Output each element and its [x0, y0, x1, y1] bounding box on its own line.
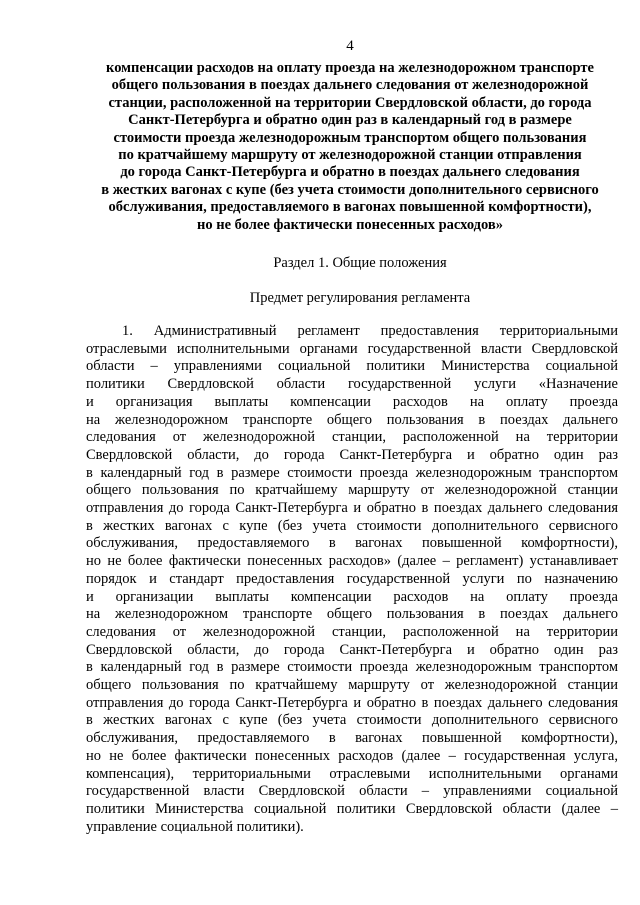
body-line: порядок и стандарт предоставления государственной услуги по назначению: [86, 570, 618, 587]
body-line: обслуживания, предоставляемого в вагонах повышенной комфортности),: [86, 730, 618, 747]
body-line: политики Министерства социальной политики Свердловской области (далее –: [86, 800, 618, 817]
body-line: но не более фактически понесенных расходов (далее – государственная услуга,: [86, 747, 618, 764]
body-line: общего пользования по кратчайшему маршруту от железнодорожной станции: [86, 482, 618, 499]
body-line: политики Свердловской области государственной услуги «Назначение: [86, 376, 618, 393]
document-title: [70, 60, 630, 234]
title-line: но не более фактически понесенных расходов»: [197, 216, 503, 233]
section-heading: Раздел 1. Общие положения: [273, 255, 447, 271]
body-line: следования от железнодорожной станции, расположенной на территории: [86, 623, 618, 640]
body-line: компенсация), территориальными отраслевыми исполнительными органами: [86, 765, 618, 782]
body-line: обслуживания, предоставляемого в вагонах повышенной комфортности),: [86, 535, 618, 552]
body-line: отправления до города Санкт-Петербурга и обратно в поездах дальнего следования: [86, 500, 618, 517]
body-line: в жестких вагонах с купе (без учета стоимости дополнительного сервисного: [86, 517, 618, 534]
title-line: станции, расположенной на территории Свердловской области, до города: [108, 94, 592, 111]
subject-heading: Предмет регулирования регламента: [249, 290, 471, 306]
body-line: и организация выплаты компенсации расходов на оплату проезда: [86, 393, 618, 410]
body-line: области – управлениями социальной политики Министерства социальной: [86, 358, 618, 375]
body-line: на железнодорожном транспорте общего пользования в поездах дальнего: [86, 411, 618, 428]
body-line: Свердловской области, до города Санкт-Петербурга и обратно один раз: [86, 641, 618, 658]
body-line: государственной власти Свердловской области – управлениями социальной: [86, 783, 618, 800]
title-line: обслуживания, предоставляемого в вагонах повышенной комфортности),: [108, 199, 592, 216]
title-line: стоимости проезда железнодорожным транспортом общего пользования: [113, 129, 587, 146]
body-line: отправления до города Санкт-Петербурга и обратно в поездах дальнего следования: [86, 694, 618, 711]
body-line: общего пользования по кратчайшему маршруту от железнодорожной станции: [86, 677, 618, 694]
title-line: по кратчайшему маршруту от железнодорожной станции отправления: [118, 147, 582, 164]
body-line: отраслевыми исполнительными органами государственной власти Свердловской: [86, 340, 618, 357]
title-line: компенсации расходов на оплату проезда на железнодорожном транспорте: [106, 60, 594, 76]
body-line: 1. Административный регламент предоставления территориальными: [122, 323, 618, 339]
body-line: следования от железнодорожной станции, расположенной на территории: [86, 429, 618, 446]
title-line: в жестких вагонах с купе (без учета стоимости дополнительного сервисного: [101, 181, 599, 198]
body-line: управление социальной политики).: [86, 818, 304, 835]
body-line: и организации выплаты компенсации расходов на оплату проезда: [86, 588, 618, 605]
page-number: 4: [346, 38, 354, 54]
body-line: на железнодорожном транспорте общего пользования в поездах дальнего: [86, 606, 618, 623]
body-paragraph: [86, 323, 618, 836]
title-line: общего пользования в поездах дальнего следования от железнодорожной: [111, 77, 589, 94]
body-line: Свердловской области, до города Санкт-Петербурга и обратно один раз: [86, 446, 618, 463]
title-line: Санкт-Петербурга и обратно один раз в календарный год в размере: [128, 112, 572, 129]
body-line: но не более фактически понесенных расходов» (далее – регламент) устанавливает: [86, 553, 618, 570]
body-line: в календарный год в размере стоимости проезда железнодорожным транспортом: [86, 464, 618, 481]
body-line: в календарный год в размере стоимости проезда железнодорожным транспортом: [86, 659, 618, 676]
title-line: до города Санкт-Петербурга и обратно в поездах дальнего следования: [120, 164, 580, 181]
body-line: в жестких вагонах с купе (без учета стоимости дополнительного сервисного: [86, 712, 618, 729]
